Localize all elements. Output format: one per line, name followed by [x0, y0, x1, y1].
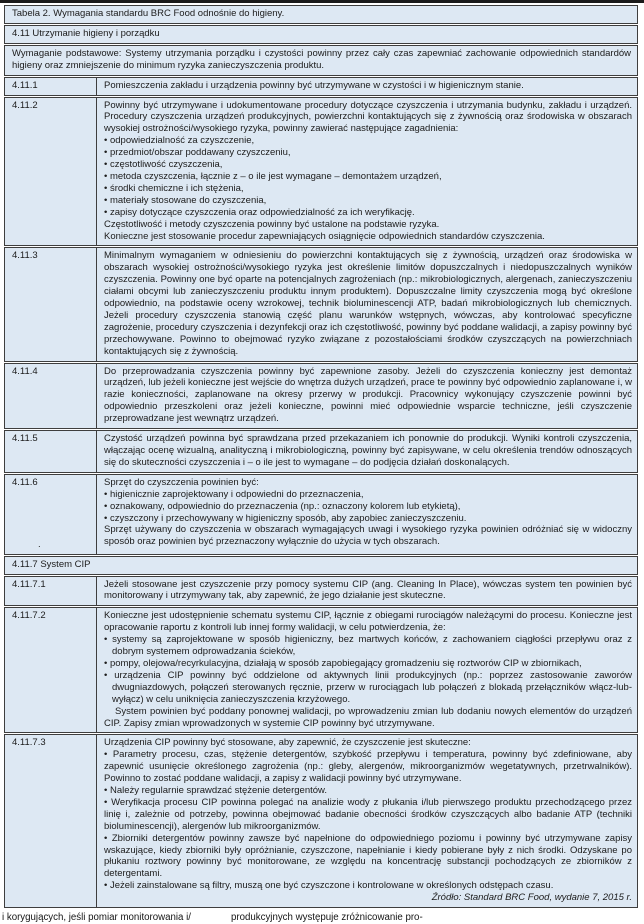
table-row	[4, 363, 638, 430]
requirement-id: 4.11.2	[5, 98, 97, 246]
bullet-list	[104, 489, 632, 525]
brc-hygiene-table	[4, 5, 638, 908]
requirement-id: 4.11.4	[5, 364, 97, 429]
bullet-item: • Weryfikacja procesu CIP powinna polegać na analizie wody z płukania i/lub pierwszego produktu przechodzącego przez linię i, zależnie od potrzeby, powinna obejmować badanie obecności środków czyszczących albo badanie ATP (techniki bioluminescencji), alergenów lub mikroorganizmów.	[104, 797, 632, 833]
paragraph: Sprzęt do czyszczenia powinien być:	[104, 476, 259, 488]
paragraph: Powinny być utrzymywane i udokumentowane procedury dotyczące czyszczenia i utrzymania budynku, zakładu i urządzeń. Procedury czyszczenia urządzeń produkcyjnych, powierzchni kontaktujących się z żywnością oraz środowiska w obszarach wysokiej ostrożności/wysokiego ryzyka, powinny zawierać następujące zagadnienia:	[104, 99, 632, 135]
requirement-id: 4.11.7.1	[5, 577, 97, 606]
bullet-item: • materiały stosowane do czyszczenia,	[104, 195, 632, 207]
bullet-item: • przedmiot/obszar poddawany czyszczeniu,	[104, 147, 632, 159]
text-fragment-right: produkcyjnych występuje zróżnicowanie pro-	[230, 912, 423, 924]
bullet-list	[104, 135, 632, 218]
bullet-item: • częstotliwość czyszczenia,	[104, 159, 632, 171]
requirement-id: 4.11.3	[5, 248, 97, 360]
bullet-item: • zapisy dotyczące czyszczenia oraz odpowiedzialność za ich weryfikację.	[104, 207, 632, 219]
paragraph: Częstotliwość i metody czyszczenia powinny być ustalone na podstawie ryzyka.	[104, 218, 440, 230]
source-citation: Źródło: Standard BRC Food, wydanie 7, 2015 r.	[431, 892, 632, 904]
paragraph: Czystość urządzeń powinna być sprawdzana przed przekazaniem ich ponownie do produkcji. Wyniki kontroli czyszczenia, włączając ocenę wizualną, analityczną i mikrobiologiczną, powinny być zapisywane, w celu określenia trendów odnoszących się do skuteczności czyszczenia i – o ile jest to wymagane – do podjęcia działań doskonalących.	[104, 433, 632, 468]
paragraph: Konieczne jest stosowanie procedur zapewniających osiągnięcie odpowiednich standardów czyszczenia.	[104, 230, 545, 242]
bullet-item: • Parametry procesu, czas, stężenie detergentów, szybkość przepływu i temperatura, powinny być zdefiniowane, aby zapewnić usunięcie określonego zagrożenia (np.: gleby, alergenów, mikroorganizmów wegetatywnych, przetrwalników). Powinno to zostać poddane walidacji, a zapisy z walidacji powinny być utrzymywane.	[104, 749, 632, 785]
paragraph: Minimalnym wymaganiem w odniesieniu do powierzchni kontaktujących się z żywnością, urządzeń oraz środowiska w obszarach wysokiej ostrożności/wysokiego ryzyka jest określenie limitów dopuszczalnych i niedopuszczalnych wyników czyszczenia. Powinny one być oparte na potencjalnych zagrożeniach (np.: mikrobiologicznych, alergenach, zanieczyszczeniu ciałami obcymi lub zanieczyszczeniu produktu innym produktem). Dopuszczalne limity czyszczenia mogą być określone odpowiednio, na podstawie oceny wzrokowej, technik bioluminescencji ATP, badań mikrobiologicznych lub chemicznych. Jeżeli procedury czyszczenia stanowią część planu warunków wstępnych, wówczas, aby kontrolować specyficzne zagrożenie, procedury czyszczenia i dezynfekcji oraz ich częstotliwość, powinny być poddane walidacji, a zapisy powinny być przechowywane. Powinno to obejmować ryzyko związane z pozostałościami środków czyszczących na powierzchniach kontaktujących się z żywnością.	[104, 250, 632, 357]
requirement-text-cell	[97, 364, 637, 429]
requirement-id	[5, 475, 97, 554]
paragraph: Urządzenia CIP powinny być stosowane, aby zapewnić, że czyszczenie jest skuteczne:	[104, 737, 471, 749]
requirement-id: 4.11.7.2	[5, 608, 97, 732]
paragraph: System powinien być poddany ponownej walidacji, po wprowadzeniu zmian lub dodaniu nowych elementów do urządzeń CIP. Zapisy zmian wprowadzonych w systemie CIP powinny być utrzymywane.	[104, 705, 632, 729]
paragraph: Konieczne jest udostępnienie schematu systemu CIP, łącznie z obiegami rurociągów należącymi do procesu. Konieczne jest opracowanie raportu z kontroli lub innej formy walidacji, w celu potwierdzenia, że:	[104, 610, 632, 634]
requirement-text-cell	[97, 577, 637, 606]
paragraph: Do przeprowadzania czyszczenia powinny być zapewnione zasoby. Jeżeli do czyszczenia konieczny jest demontaż urządzeń, lub jeżeli konieczne jest wejście do wnętrza dużych urządzeń, prace te powinny być odpowiednio zaplanowane i, w razie konieczności, zaplanowane na okresy przerwy w produkcji. Pracownicy wykonujący czyszczenie powinni być odpowiednio przeszkoleni oraz jeżeli konieczne, powinni mieć odpowiednie wsparcie techniczne, jeśli czyszczenie przeprowadzane jest wewnątrz urządzeń.	[104, 365, 632, 425]
table-row	[4, 247, 638, 361]
requirement-text-cell	[97, 248, 637, 360]
bullet-item: • systemy są zaprojektowane w sposób higieniczny, bez martwych końców, z zachowaniem ciągłości przepływu oraz z dobrym systemem odprowadzania ścieków,	[104, 634, 632, 658]
section-heading-row	[4, 556, 638, 575]
table-row	[4, 77, 638, 96]
bullet-item: • środki chemiczne i ich stężenia,	[104, 183, 632, 195]
bullet-item: • Należy regularnie sprawdzać stężenie detergentów.	[104, 785, 632, 797]
requirement-id: 4.11.1	[5, 78, 97, 95]
table-row	[4, 734, 638, 908]
bullet-item: • czyszczony i przechowywany w higieniczny sposób, aby zapobiec zanieczyszczeniu.	[104, 513, 632, 525]
bullet-item: • urządzenia CIP powinny być oddzielone od aktywnych linii produkcyjnych (np.: poprzez zastosowanie zaworów dwugniazdowych, połączeń sterowanych ręcznie, przerw w rurociągach lub połączeń z blokadą przełączników włącz-lub-wyłącz) w celu uniknięcia zanieczyszczenia krzyżowego.	[104, 670, 632, 706]
bullet-item: • odpowiedzialność za czyszczenie,	[104, 135, 632, 147]
requirement-text-cell	[97, 608, 637, 732]
paragraph: Jeżeli stosowane jest czyszczenie przy pomocy systemu CIP (ang. Cleaning In Place), wówczas system ten powinien być monitorowany i utrzymywany tak, aby zapewnić, że jego działanie jest skuteczne.	[104, 578, 632, 602]
bullet-item: • pompy, olejowa/recyrkulacyjna, działają w sposób zapobiegający gromadzeniu się roztworów CIP w zbiornikach,	[104, 658, 632, 670]
requirement-id: 4.11.5	[5, 431, 97, 472]
bullet-item: • metoda czyszczenia, łącznie z – o ile jest wymagane – demontażem urządzeń,	[104, 171, 632, 183]
table-title: Tabela 2. Wymagania standardu BRC Food odnośnie do higieny.	[12, 8, 285, 19]
page-body-text-fragments	[2, 912, 644, 924]
bullet-list	[104, 634, 632, 705]
table-row	[4, 607, 638, 733]
requirement-text-cell	[97, 475, 637, 554]
table-title-row	[4, 5, 638, 24]
table-row	[4, 576, 638, 607]
section-heading-row	[4, 25, 638, 44]
bullet-item: • Jeżeli zainstalowane są filtry, muszą one być czyszczone i kontrolowane w określonych odstępach czasu.	[104, 880, 632, 892]
top-crop-line	[0, 0, 644, 3]
bullet-item: • higienicznie zaprojektowany i odpowiedni do przeznaczenia,	[104, 489, 632, 501]
bullet-item: • Zbiorniki detergentów powinny zawsze być napełnione do odpowiedniego poziomu i powinny być utrzymywane zapisy wskazujące, kiedy zbiorniki były opróżnianie, czyszczone, napełnianie i kiedy pobierane były z nich środki. Odzyskane po płukaniu roztwory powinny być monitorowane, ze względu na koncentrację substancji pochodzących ze zbiorników z detergentami.	[104, 833, 632, 881]
basic-requirement-row	[4, 45, 638, 76]
section-heading: 4.11 Utrzymanie higieny i porządku	[12, 27, 160, 39]
basic-requirement-text: Wymaganie podstawowe: Systemy utrzymania porządku i czystości powinny przez cały czas zapewniać zachowanie odpowiednich standardów higieny oraz zmniejszenie do minimum ryzyka zanieczyszczenia produktu.	[12, 47, 631, 71]
cip-section-heading: 4.11.7 System CIP	[12, 558, 91, 570]
requirement-id-label: 4.11.6	[12, 476, 38, 488]
requirement-text-cell	[97, 98, 637, 246]
paragraph: Pomieszczenia zakładu i urządzenia powinny być utrzymywane w czystości i w higienicznym stanie.	[104, 79, 524, 91]
table-row	[4, 97, 638, 247]
requirement-text-cell	[97, 735, 637, 907]
text-fragment-left: i korygujących, jeśli pomiar monitorowania i/	[2, 912, 191, 924]
table-row	[4, 430, 638, 473]
requirement-id: 4.11.7.3	[5, 735, 97, 907]
table-row	[4, 474, 638, 555]
bullet-list	[104, 749, 632, 892]
paragraph: Sprzęt używany do czyszczenia w obszarach wymagających uwagi i wysokiego ryzyka powinien odróżniać się w widoczny sposób oraz powinien być przeznaczony wyłącznie do użycia w tych obszarach.	[104, 524, 632, 548]
bullet-item: • oznakowany, odpowiednio do przeznaczenia (np.: oznaczony kolorem lub etykietą),	[104, 501, 632, 513]
requirement-text-cell	[97, 431, 637, 472]
requirement-text-cell	[97, 78, 637, 95]
stray-dot-mark: .	[38, 538, 41, 550]
